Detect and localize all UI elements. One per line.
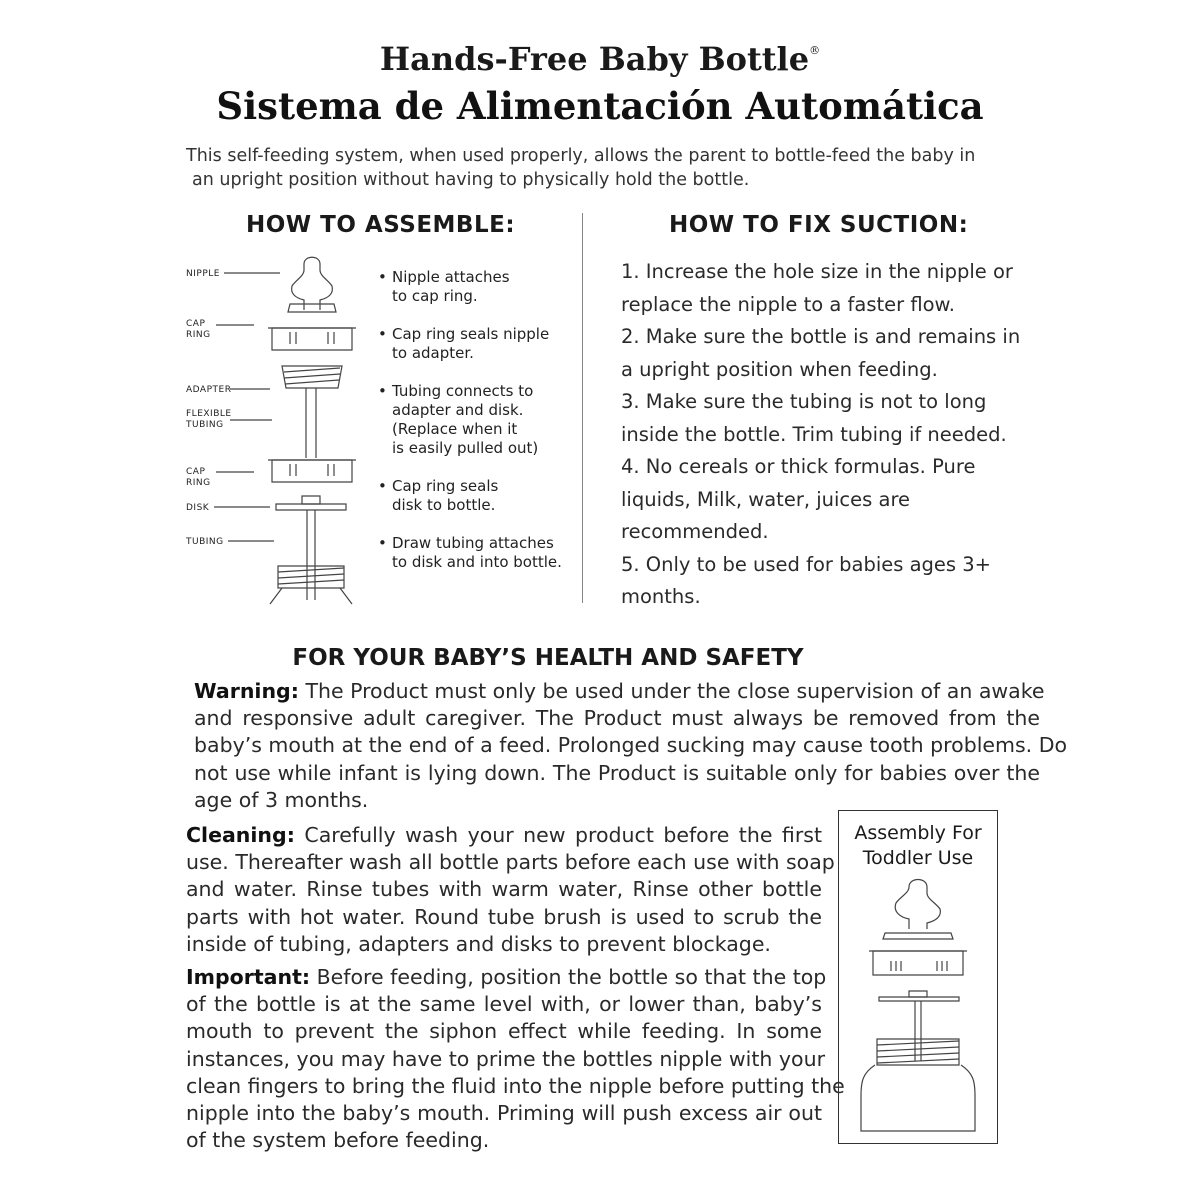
registered-mark: ® (809, 44, 821, 57)
assembly-step: • Tubing connects to adapter and disk. (Replace when it is easily pulled out) (378, 382, 539, 457)
cleaning-label: Cleaning: (186, 823, 295, 847)
assemble-heading: HOW TO ASSEMBLE: (246, 212, 516, 238)
part-label-adapter: ADAPTER (186, 385, 232, 395)
part-label-disk: DISK (186, 503, 210, 513)
assembly-step: • Cap ring seals disk to bottle. (378, 477, 499, 514)
part-label-cap-ring: CAP RING (186, 319, 211, 340)
assembly-step: • Nipple attaches to cap ring. (378, 268, 510, 305)
product-subtitle: Sistema de Alimentación Automática (216, 84, 984, 128)
part-label-flexible-tubing: FLEXIBLE TUBING (186, 409, 232, 430)
important-label: Important: (186, 965, 311, 989)
toddler-assembly-title: Assembly For Toddler Use (854, 822, 982, 869)
suction-list: 1. Increase the hole size in the nipple or replace the nipple to a faster flow. 2. Make sure the bottle is and remains in a upright position when feeding. 3. Make sure the tubing is not to long inside the bottle. Trim tubing if needed. 4. No cereals or thick formulas. Pure liquids, Milk, water, juices are recommended. 5. Only to be used for babies ages 3+ months. (621, 260, 1021, 608)
column-divider (582, 213, 583, 603)
cleaning-paragraph: Cleaning: Carefully wash your new product before the first use. Thereafter wash all bottle parts before each use with soap and water. Rinse tubes with warm water, Rinse other bottle parts with hot water. Round tube brush is used to scrub the inside of tubing, adapters and disks to prevent blockage. (186, 823, 835, 956)
toddler-bottle-diagram (839, 811, 997, 1143)
toddler-assembly-box (838, 810, 998, 1144)
important-paragraph: Important: Before feeding, position the bottle so that the top of the bottle is at the same level with, or lower than, baby’s mouth to prevent the siphon effect while feeding. In some instances, you may have to prime the bottles nipple with your clean fingers to bring the fluid into the nipple before putting the nipple into the baby’s mouth. Priming will push excess air out of the system before feeding. (186, 965, 845, 1153)
product-title: Hands-Free Baby Bottle® (379, 40, 821, 78)
assembly-step: • Draw tubing attaches to disk and into bottle. (378, 534, 562, 571)
safety-heading: FOR YOUR BABY’S HEALTH AND SAFETY (292, 645, 804, 671)
part-label-tubing: TUBING (186, 537, 224, 547)
warning-paragraph: Warning: The Product must only be used under the close supervision of an awake and responsive adult caregiver. The Product must always be removed from the baby’s mouth at the end of a feed. Prolonged sucking may cause tooth problems. Do not use while infant is lying down. The Product is suitable only for babies over the age of 3 months. (194, 679, 1068, 812)
warning-label: Warning: (194, 679, 299, 703)
part-label-nipple: NIPPLE (186, 269, 220, 279)
part-label-cap-ring-2: CAP RING (186, 467, 211, 488)
intro-text: This self-feeding system, when used properly, allows the parent to bottle-feed the baby in an upright position without having to physically hold the bottle. (186, 146, 976, 190)
suction-heading: HOW TO FIX SUCTION: (669, 212, 969, 238)
assembly-step: • Cap ring seals nipple to adapter. (378, 325, 550, 362)
